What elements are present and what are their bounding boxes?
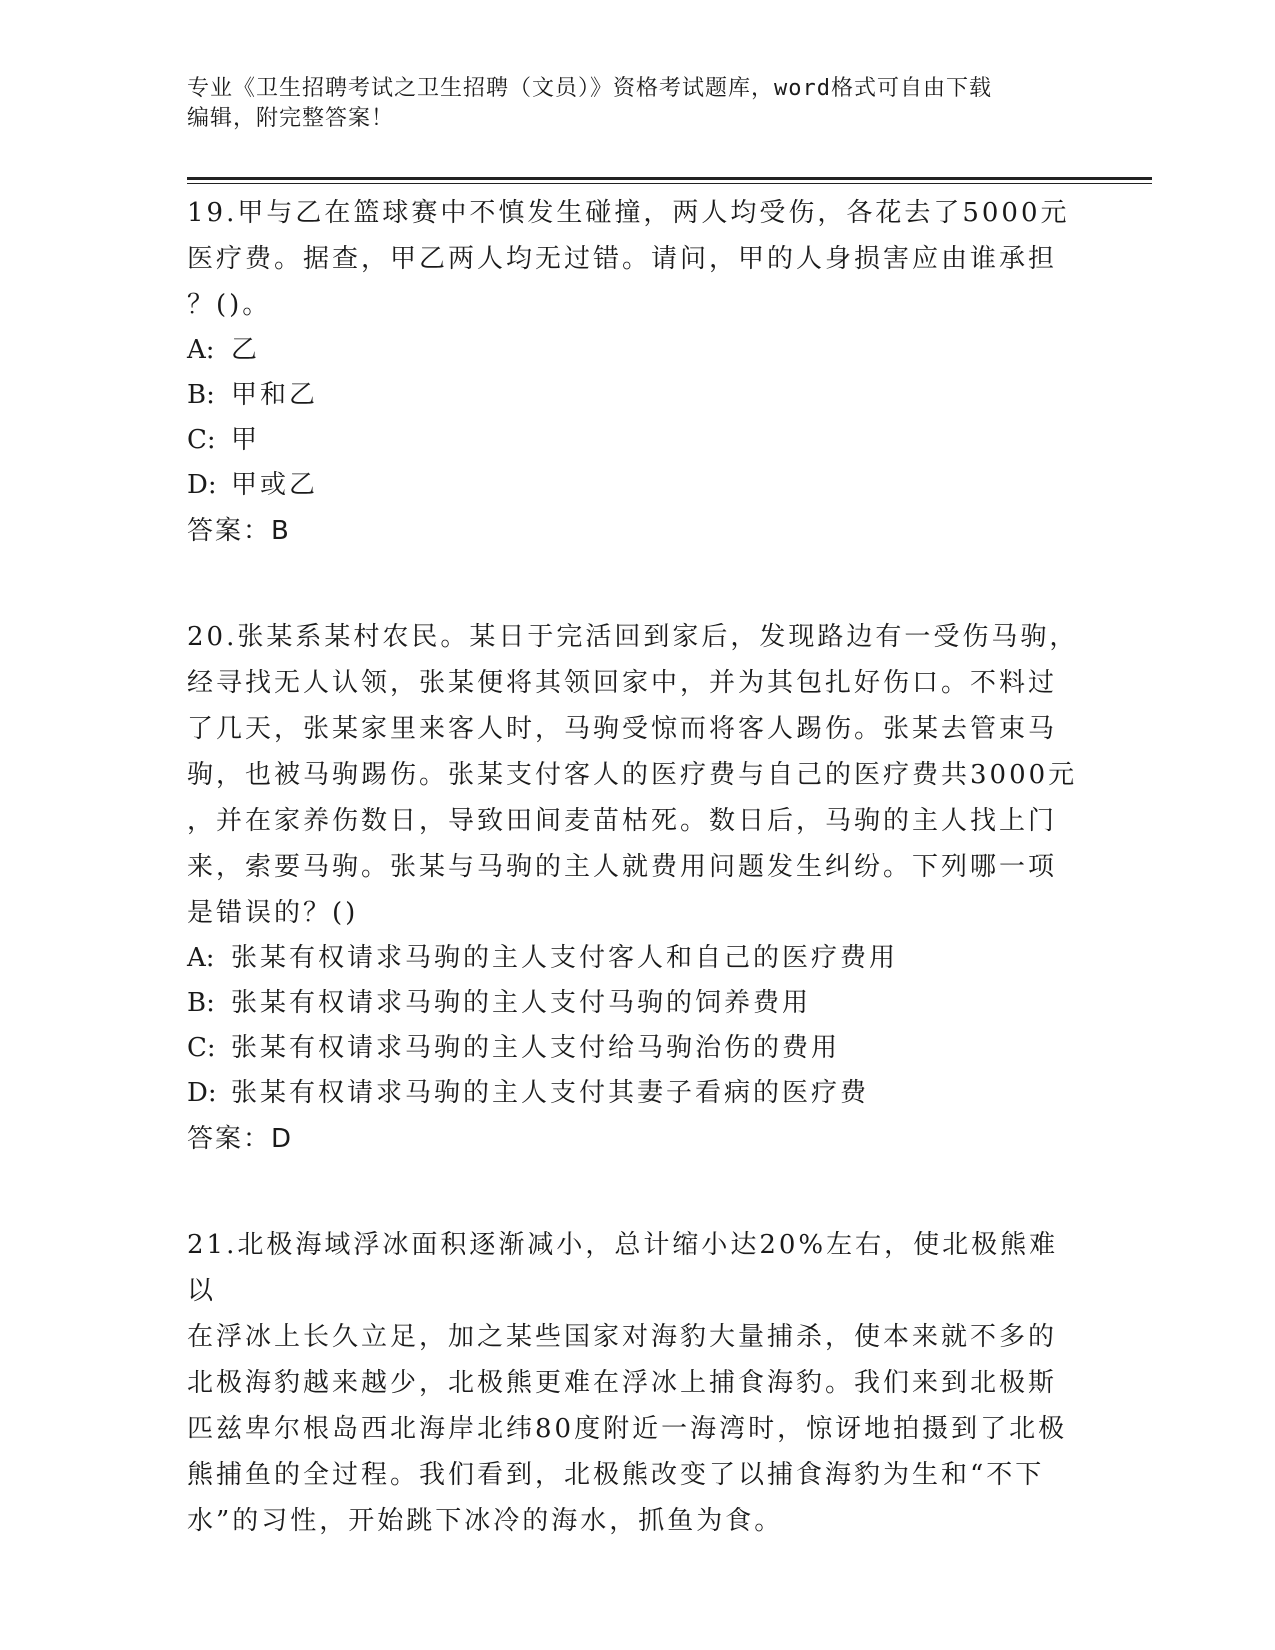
option-d (187, 463, 1087, 508)
answer-line: 答案：B (187, 516, 291, 546)
question-21 (187, 1222, 1087, 1544)
question-text-line: ？()。 (187, 290, 272, 320)
question-text (187, 1222, 1087, 1544)
question-text-line: 经寻找无人认领，张某便将其领回家中，并为其包扎好伤口。不料过 (187, 668, 1058, 698)
page-header (187, 74, 1067, 134)
question-text-line: 医疗费。据查，甲乙两人均无过错。请问，甲的人身损害应由谁承担 (187, 244, 1058, 274)
question-text (187, 190, 1087, 328)
question-text-line: 是错误的？() (187, 898, 359, 928)
question-text-line: 了几天，张某家里来客人时，马驹受惊而将客人踢伤。张某去管束马 (187, 714, 1058, 744)
option-d (187, 1071, 1087, 1116)
question-text-line: 熊捕鱼的全过程。我们看到，北极熊改变了以捕食海豹为生和“不下 (187, 1460, 1045, 1490)
option-text: 甲 (231, 425, 261, 455)
question-text-line: 驹，也被马驹踢伤。张某支付客人的医疗费与自己的医疗费共3000元 (187, 760, 1078, 790)
option-key: D: (187, 470, 217, 500)
question-text-line: 在浮冰上长久立足，加之某些国家对海豹大量捕杀，使本来就不多的 (187, 1322, 1058, 1352)
option-c (187, 1026, 1087, 1071)
question-spacer (187, 554, 1087, 614)
option-text: 张某有权请求马驹的主人支付给马驹治伤的费用 (231, 1033, 841, 1063)
option-text: 乙 (231, 335, 261, 365)
option-b (187, 981, 1087, 1026)
header-divider-thin (187, 183, 1152, 184)
option-text: 张某有权请求马驹的主人支付马驹的饲养费用 (231, 988, 812, 1018)
question-spacer (187, 1162, 1087, 1222)
question-text-line: 水”的习性，开始跳下冰冷的海水，抓鱼为食。 (187, 1506, 784, 1536)
option-c (187, 418, 1087, 463)
question-list (187, 190, 1087, 1544)
option-a (187, 936, 1087, 981)
question-19 (187, 190, 1087, 554)
header-line-1: 专业《卫生招聘考试之卫生招聘（文员）》资格考试题库，word格式可自由下载 (187, 76, 992, 101)
option-text: 甲和乙 (231, 380, 319, 410)
question-text-line: 21.北极海域浮冰面积逐渐减小，总计缩小达20%左右，使北极熊难以 (187, 1230, 1059, 1306)
question-text-line: 北极海豹越来越少，北极熊更难在浮冰上捕食海豹。我们来到北极斯 (187, 1368, 1058, 1398)
option-key: C: (187, 1033, 216, 1063)
question-text-line: 来，索要马驹。张某与马驹的主人就费用问题发生纠纷。下列哪一项 (187, 852, 1058, 882)
header-divider-thick (187, 177, 1152, 180)
option-text: 张某有权请求马驹的主人支付客人和自己的医疗费用 (231, 943, 899, 973)
option-text: 甲或乙 (231, 470, 319, 500)
header-line-2: 编辑，附完整答案！ (187, 106, 395, 131)
option-b (187, 373, 1087, 418)
question-text-line: 20.张某系某村农民。某日于完活回到家后，发现路边有一受伤马驹， (187, 622, 1079, 652)
option-key: D: (187, 1078, 217, 1108)
question-20 (187, 614, 1087, 1162)
option-key: A: (187, 335, 215, 365)
answer-line: 答案：D (187, 1124, 294, 1154)
option-key: B: (187, 988, 215, 1018)
option-key: C: (187, 425, 216, 455)
option-key: B: (187, 380, 215, 410)
question-text-line: ，并在家养伤数日，导致田间麦苗枯死。数日后，马驹的主人找上门 (187, 806, 1058, 836)
option-key: A: (187, 943, 215, 973)
option-text: 张某有权请求马驹的主人支付其妻子看病的医疗费 (231, 1078, 870, 1108)
question-text-line: 19.甲与乙在篮球赛中不慎发生碰撞，两人均受伤，各花去了5000元 (187, 198, 1070, 228)
question-text (187, 614, 1087, 936)
option-a (187, 328, 1087, 373)
question-text-line: 匹兹卑尔根岛西北海岸北纬80度附近一海湾时，惊讶地拍摄到了北极 (187, 1414, 1068, 1444)
